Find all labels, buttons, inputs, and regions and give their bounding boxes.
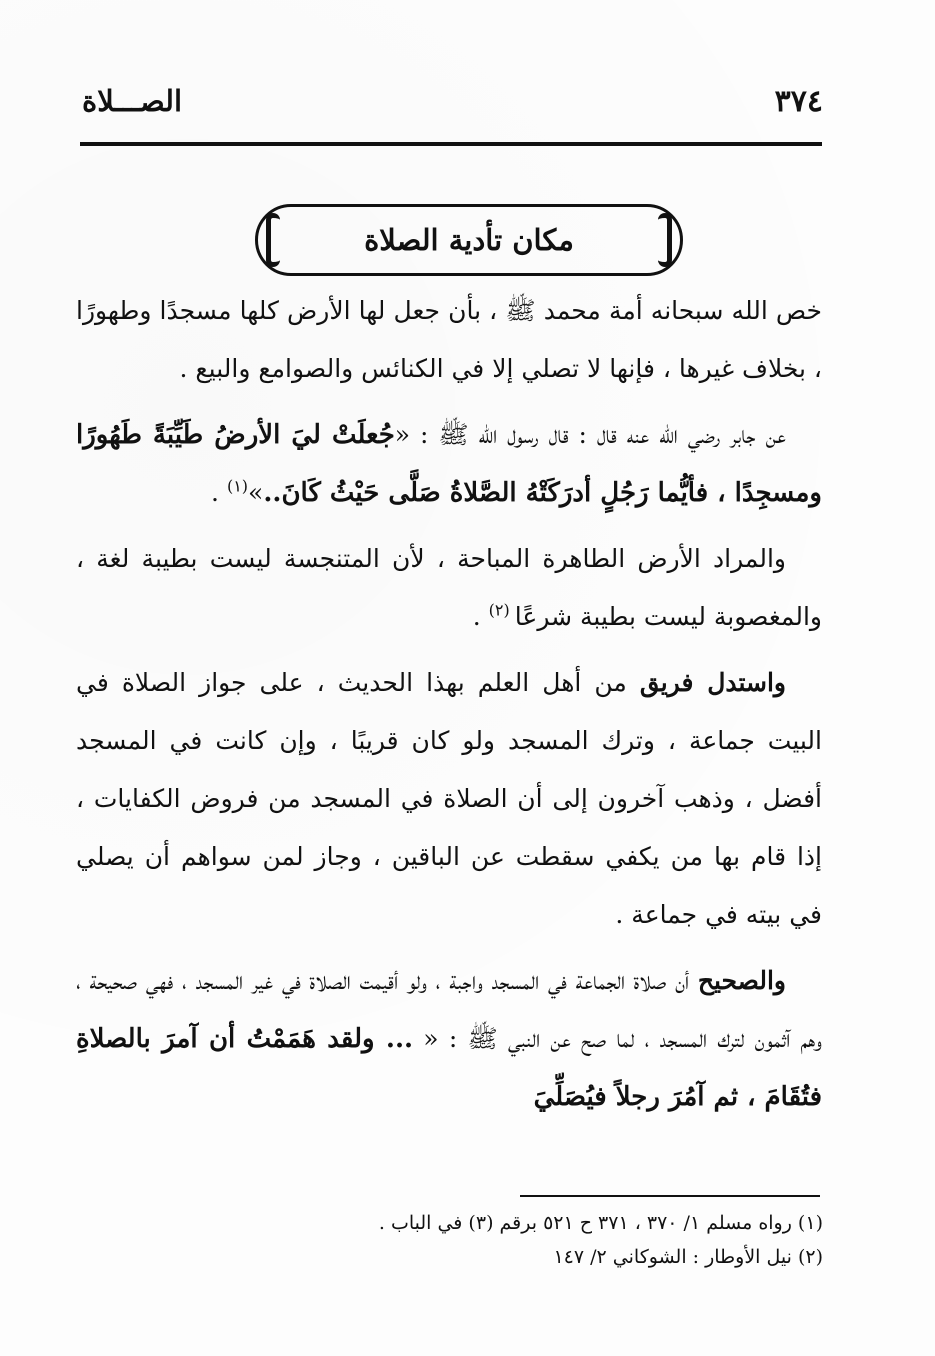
running-title: الصـــلاة [82, 84, 183, 118]
footnote-ref-1[interactable]: (١) [226, 476, 249, 496]
paragraph-4 [76, 654, 822, 944]
paragraph-5 [76, 952, 822, 1126]
hadith-text-2: ... ولقد هَمَمْتُ أن آمرَ بالصلاةِ فتُقَامَ ، ثم آمُرَ رجلاً فيُصَلِّيَ [76, 1024, 822, 1112]
footnote-1: (١) رواه مسلم ١/ ٣٧٠ ، ٣٧١ ح ٥٢١ برقم (٣) في الباب . [378, 1212, 823, 1234]
paragraph-4-text: من أهل العلم بهذا الحديث ، على جواز الصلاة في البيت جماعة ، وترك المسجد ولو كان قريبًا ، وإن كانت في المسجد أفضل ، وذهب آخرون إلى أن الصلاة في المسجد من فروض الكفايات ، إذا قام بها من يكفي سقطت عن الباقين ، وجاز لمن سواهم أن يصلي في بيته في جماعة . [76, 668, 822, 929]
paragraph-4-lead: واستدل فريق [639, 668, 786, 697]
running-header [82, 84, 823, 124]
section-title-frame [255, 204, 683, 276]
paragraph-2 [76, 406, 822, 522]
page-number: ٣٧٤ [774, 84, 823, 119]
paragraph-3-end: . [472, 602, 489, 631]
paragraph-5-text: أن صلاة الجماعة في المسجد واجبة ، ولو أقيمت الصلاة في غير المسجد ، فهي صحيحة ، وهم آثمون لترك المسجد ، لما صح عن النبي ﷺ : « [76, 966, 822, 1053]
footnote-rule [520, 1195, 820, 1197]
paragraph-5-lead: والصحيح [697, 966, 786, 995]
header-rule [80, 142, 822, 146]
footnote-ref-2[interactable]: (٢) [488, 600, 515, 620]
paragraph-2-end: . [211, 478, 227, 507]
paragraph-3 [76, 530, 822, 646]
hadith-close-quote: » [248, 478, 264, 507]
body-text [76, 282, 822, 1126]
section-title: مكان تأدية الصلاة [364, 223, 574, 257]
hadith-intro: عن جابر رضي الله عنه قال : قال رسول الله ﷺ : « [394, 420, 786, 449]
paragraph-3-text: والمراد الأرض الطاهرة المباحة ، لأن المتنجسة ليست بطيبة لغة ، والمغصوبة ليست بطيبة شرعًا [76, 544, 822, 631]
footnote-2: (٢) نيل الأوطار : الشوكاني ٢/ ١٤٧ [553, 1246, 823, 1268]
footnotes [223, 1206, 823, 1274]
hadith-text: جُعلَتْ ليَ الأرضُ طَيِّبَةً طَهُورًا ومسجِدًا ، فأيُّما رَجُلٍ أدرَكَتْهُ الصَّلاةُ صَلَّى حَيْثُ كَانَ.. [76, 420, 822, 508]
paragraph-1: خص الله سبحانه أمة محمد ﷺ ، بأن جعل لها الأرض كلها مسجدًا وطهورًا ، بخلاف غيرها ، فإنها لا تصلي إلا في الكنائس والصوامع والبيع . [76, 296, 822, 383]
